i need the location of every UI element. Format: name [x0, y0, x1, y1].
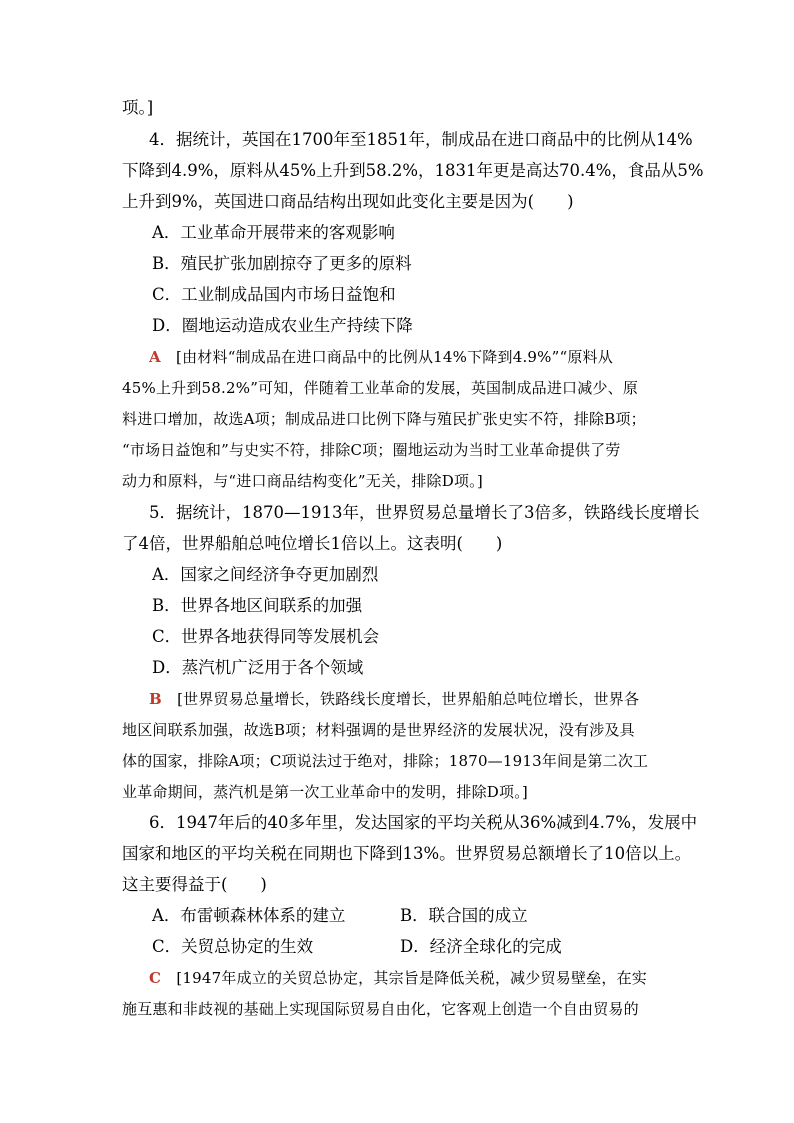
q5-option-d: D．蒸汽机广泛用于各个领域 — [152, 658, 364, 677]
q6-explanation-line-1 — [149, 968, 705, 988]
q6-stem-line-3: 这主要得益于( ) — [122, 875, 267, 894]
q6-option-d: D．经济全球化的完成 — [400, 937, 562, 956]
q5-explanation-text-1: [世界贸易总量增长，铁路线长度增长，世界船舶总吨位增长，世界各 — [177, 690, 640, 708]
q6-answer-key: C — [149, 969, 162, 987]
q6-explanation-line-2: 施互惠和非歧视的基础上实现国际贸易自由化，它客观上创造一个自由贸易的 — [122, 1000, 639, 1018]
q4-stem-line-2: 下降到4.9%，原料从45%上升到58.2%，1831年更是高达70.4%，食品从5% — [122, 161, 704, 180]
q4-option-d: D．圈地运动造成农业生产持续下降 — [152, 316, 413, 335]
q4-answer-key: A — [149, 348, 161, 366]
q5-answer-key: B — [149, 690, 162, 708]
q5-stem-line-1: 5．据统计，1870—1913年，世界贸易总量增长了3倍多，铁路线长度增长 — [149, 503, 700, 522]
q6-option-a: A．布雷顿森林体系的建立 — [152, 906, 346, 925]
q4-explanation-text-1: [由材料“制成品在进口商品中的比例从14%下降到4.9%”“原料从 — [176, 348, 613, 366]
q6-stem-line-2: 国家和地区的平均关税在同期也下降到13%。世界贸易总额增长了10倍以上。 — [122, 844, 692, 863]
q4-option-a: A．工业革命开展带来的客观影响 — [152, 223, 395, 242]
q6-option-b: B．联合国的成立 — [400, 906, 528, 925]
q4-explanation-line-4: “市场日益饱和”与史实不符，排除C项；圈地运动为当时工业革命提供了劳 — [122, 441, 621, 459]
q6-option-c: C．关贸总协定的生效 — [152, 937, 314, 956]
q5-option-b: B．世界各地区间联系的加强 — [152, 596, 363, 615]
q4-option-b: B．殖民扩张加剧掠夺了更多的原料 — [152, 254, 412, 273]
q4-explanation-line-3: 料进口增加，故选A项；制成品进口比例下降与殖民扩张史实不符，排除B项； — [122, 410, 646, 428]
q5-explanation-line-1 — [149, 689, 705, 709]
q4-stem-line-3: 上升到9%，英国进口商品结构出现如此变化主要是因为( ) — [122, 192, 574, 211]
q4-explanation-line-1 — [149, 347, 705, 367]
q5-explanation-line-2: 地区间联系加强，故选B项；材料强调的是世界经济的发展状况，没有涉及具 — [122, 721, 635, 739]
q4-stem-line-1: 4．据统计，英国在1700年至1851年，制成品在进口商品中的比例从14% — [149, 130, 693, 149]
q4-explanation-line-2: 45%上升到58.2%”可知，伴随着工业革命的发展，英国制成品进口减少、原 — [122, 379, 639, 397]
q4-option-c: C．工业制成品国内市场日益饱和 — [152, 285, 396, 304]
q6-explanation-text-1: [1947年成立的关贸总协定，其宗旨是降低关税，减少贸易壁垒，在实 — [176, 969, 647, 987]
q4-explanation-line-5: 动力和原料，与“进口商品结构变化”无关，排除D项。] — [122, 472, 483, 490]
q5-option-c: C．世界各地获得同等发展机会 — [152, 627, 380, 646]
q5-explanation-line-4: 业革命期间，蒸汽机是第一次工业革命中的发明，排除D项。] — [122, 783, 528, 801]
q5-stem-line-2: 了4倍，世界船舶总吨位增长1倍以上。这表明( ) — [122, 534, 503, 553]
q5-explanation-line-3: 体的国家，排除A项；C项说法过于绝对，排除；1870—1913年间是第二次工 — [122, 752, 649, 770]
previous-answer-tail: 项。] — [122, 98, 154, 117]
q5-option-a: A．国家之间经济争夺更加剧烈 — [152, 565, 379, 584]
q6-stem-line-1: 6．1947年后的40多年里，发达国家的平均关税从36%减到4.7%，发展中 — [149, 813, 698, 832]
